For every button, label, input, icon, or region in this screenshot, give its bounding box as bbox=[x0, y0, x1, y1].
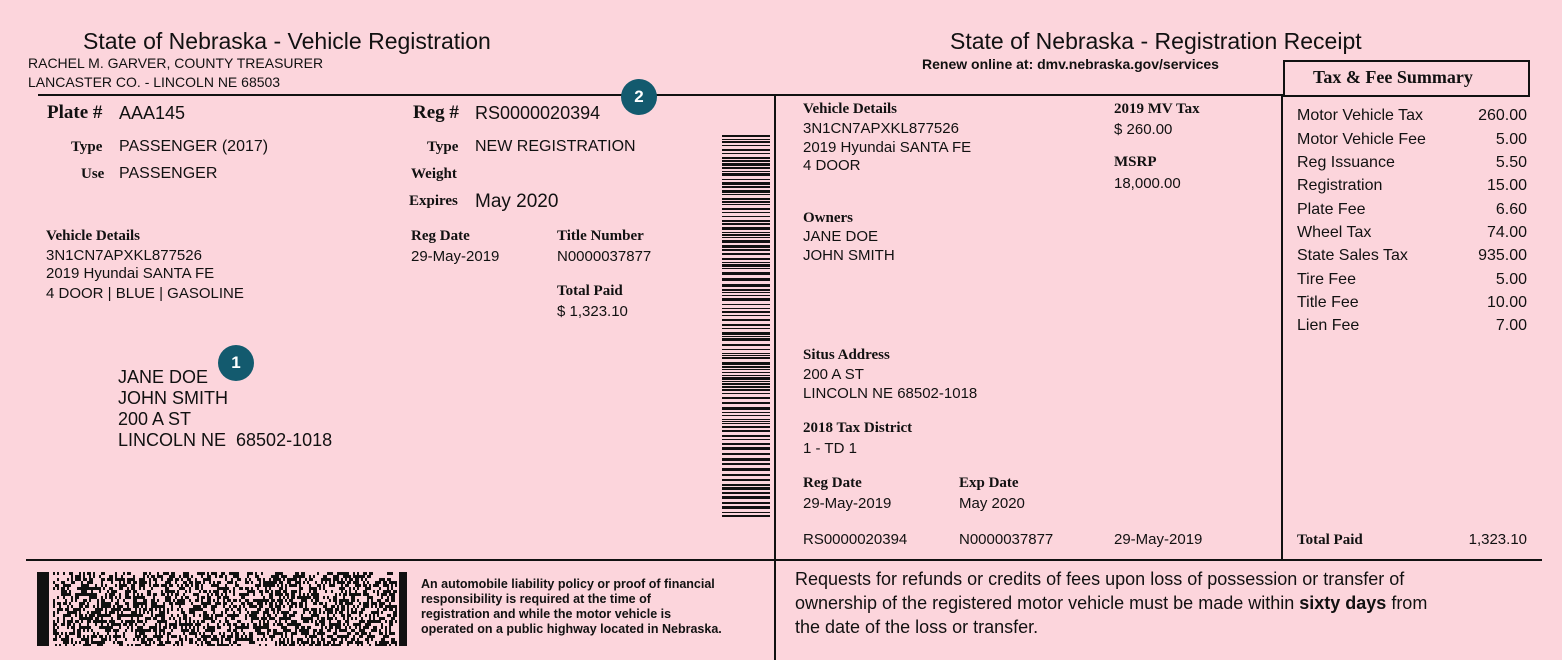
barcode-bar bbox=[722, 419, 770, 420]
reg-type-label: Type bbox=[427, 139, 459, 155]
barcode-bar bbox=[722, 344, 770, 346]
barcode-bar bbox=[722, 292, 770, 293]
barcode-bar bbox=[722, 439, 770, 440]
fee-amount: 7.00 bbox=[1495, 317, 1527, 334]
barcode-bar bbox=[722, 512, 770, 513]
reg-number-label: Reg # bbox=[413, 102, 459, 123]
barcode-bar bbox=[722, 135, 770, 137]
barcode-bar bbox=[722, 145, 770, 146]
receipt-date: 29-May-2019 bbox=[1114, 531, 1203, 548]
reg-date-label: Reg Date bbox=[411, 228, 470, 244]
fee-amount: 935.00 bbox=[1478, 247, 1527, 264]
barcode-bar bbox=[722, 484, 770, 486]
plate-label: Plate # bbox=[47, 102, 103, 123]
fee-label: Plate Fee bbox=[1297, 201, 1366, 218]
barcode-bar bbox=[722, 284, 770, 287]
barcode-bar bbox=[722, 149, 770, 151]
barcode-bar bbox=[722, 389, 770, 391]
vehicle-description: 4 DOOR | BLUE | GASOLINE bbox=[46, 285, 244, 302]
barcode-bar bbox=[722, 237, 770, 238]
barcode-bar bbox=[722, 232, 770, 233]
barcode-bar bbox=[722, 338, 770, 341]
barcode-bar bbox=[722, 160, 770, 162]
barcode-bar bbox=[722, 423, 770, 424]
summary-total-label: Total Paid bbox=[1297, 532, 1363, 548]
exp-date-value: May 2020 bbox=[959, 495, 1025, 512]
barcode-bar bbox=[722, 240, 770, 243]
tax-district-value: 1 - TD 1 bbox=[803, 440, 857, 457]
address-line: LINCOLN NE 68502-1018 bbox=[118, 430, 333, 450]
fee-label: Motor Vehicle Fee bbox=[1297, 131, 1426, 148]
barcode-bar bbox=[722, 393, 770, 394]
pdf417-barcode bbox=[37, 572, 407, 646]
receipt-reg-date-label: Reg Date bbox=[803, 475, 862, 491]
barcode-bar bbox=[722, 458, 770, 461]
barcode-bar bbox=[722, 298, 770, 301]
barcode-bar bbox=[722, 278, 770, 281]
barcode-bar bbox=[722, 220, 770, 222]
treasurer-office: LANCASTER CO. - LINCOLN NE 68503 bbox=[28, 74, 281, 90]
barcode-bar bbox=[722, 421, 770, 422]
renew-online-text: Renew online at: dmv.nebraska.gov/services bbox=[922, 56, 1219, 72]
summary-total-value: 1,323.10 bbox=[1468, 531, 1527, 548]
barcode-bar bbox=[722, 447, 770, 450]
reg-number-value: RS0000020394 bbox=[475, 103, 601, 123]
barcode-bar bbox=[722, 234, 770, 236]
type-value: PASSENGER (2017) bbox=[119, 138, 269, 155]
fee-amount: 5.50 bbox=[1495, 154, 1527, 171]
header-divider bbox=[38, 94, 1283, 96]
address-line: 200 A ST bbox=[118, 409, 192, 429]
mailing-address bbox=[118, 367, 332, 451]
title-number-value: N0000037877 bbox=[557, 248, 652, 265]
barcode-bar bbox=[722, 381, 770, 382]
liability-line: responsibility is required at the time of bbox=[421, 592, 651, 606]
barcode-bar bbox=[722, 308, 770, 309]
barcode-bar bbox=[722, 311, 770, 313]
mv-tax-label: 2019 MV Tax bbox=[1114, 101, 1200, 117]
barcode-bar bbox=[722, 157, 770, 159]
barcode-bar bbox=[722, 435, 770, 437]
refund-text: from bbox=[1386, 593, 1428, 613]
refund-line: Requests for refunds or credits of fees upon loss of possession or transfer of bbox=[795, 569, 1405, 589]
barcode-bar bbox=[722, 186, 770, 188]
barcode-bar bbox=[722, 227, 770, 230]
use-label: Use bbox=[81, 166, 105, 182]
fee-amount: 6.60 bbox=[1495, 201, 1527, 218]
barcode-bar bbox=[722, 190, 770, 193]
barcode-bar bbox=[722, 430, 770, 432]
refund-deadline: sixty days bbox=[1299, 593, 1387, 613]
barcode-bar bbox=[722, 262, 770, 263]
barcode-bar bbox=[722, 397, 770, 399]
barcode-bar bbox=[722, 182, 770, 185]
barcode-bar bbox=[722, 479, 770, 481]
reg-date-value: 29-May-2019 bbox=[411, 248, 500, 265]
barcode-bar bbox=[722, 502, 770, 504]
barcode-bar bbox=[722, 332, 770, 335]
barcode-bar bbox=[722, 515, 770, 517]
barcode-bar bbox=[722, 167, 770, 169]
barcode-bar bbox=[722, 492, 770, 494]
barcode-bar bbox=[722, 369, 770, 370]
barcode-bar bbox=[722, 383, 770, 385]
refund-text: ownership of the registered motor vehicle must be made within bbox=[795, 593, 1300, 613]
liability-notice bbox=[421, 577, 722, 637]
barcode-bar bbox=[722, 304, 770, 305]
barcode-bar bbox=[722, 375, 770, 376]
barcode-bar bbox=[722, 139, 770, 140]
address-line: JANE DOE bbox=[118, 367, 209, 387]
refund-line: the date of the loss or transfer. bbox=[795, 617, 1039, 637]
title-number-label: Title Number bbox=[557, 228, 644, 244]
vehicle-model: 2019 Hyundai SANTA FE bbox=[46, 265, 215, 282]
barcode-bar bbox=[722, 487, 770, 490]
barcode bbox=[722, 135, 770, 521]
center-divider bbox=[774, 95, 776, 660]
receipt-title-number: N0000037877 bbox=[959, 531, 1054, 548]
barcode-bar bbox=[722, 355, 770, 356]
fee-label: Title Fee bbox=[1297, 294, 1359, 311]
receipt-reg-number: RS0000020394 bbox=[803, 531, 908, 548]
liability-line: registration and while the motor vehicle is bbox=[421, 607, 672, 621]
barcode-bar bbox=[722, 319, 770, 321]
barcode-bar bbox=[722, 372, 770, 373]
summary-divider bbox=[1281, 95, 1283, 560]
barcode-bar bbox=[722, 336, 770, 337]
refund-notice bbox=[795, 567, 1427, 639]
barcode-bar bbox=[722, 386, 770, 388]
total-paid-value: $ 1,323.10 bbox=[557, 303, 628, 320]
barcode-bar bbox=[722, 208, 770, 210]
barcode-bar bbox=[722, 204, 770, 205]
liability-line: An automobile liability policy or proof of financial bbox=[421, 577, 715, 591]
owner-name: JANE DOE bbox=[803, 228, 879, 245]
fee-label: Lien Fee bbox=[1297, 317, 1360, 334]
barcode-bar bbox=[722, 245, 770, 248]
vehicle-details-label: Vehicle Details bbox=[46, 228, 141, 244]
fee-amount: 5.00 bbox=[1495, 271, 1527, 288]
barcode-bar bbox=[722, 258, 770, 260]
barcode-bar bbox=[722, 253, 770, 255]
receipt-model: 2019 Hyundai SANTA FE bbox=[803, 139, 972, 156]
plate-value: AAA145 bbox=[119, 103, 186, 123]
barcode-bar bbox=[722, 443, 770, 445]
msrp-label: MSRP bbox=[1114, 154, 1157, 170]
barcode-bar bbox=[722, 328, 770, 329]
barcode-bar bbox=[722, 357, 770, 359]
fee-amount: 74.00 bbox=[1486, 224, 1527, 241]
fee-label: Registration bbox=[1297, 177, 1383, 194]
barcode-bar bbox=[722, 426, 770, 428]
situs-address-label: Situs Address bbox=[803, 347, 890, 363]
barcode-bar bbox=[722, 407, 770, 410]
barcode-bar bbox=[722, 468, 770, 471]
address-line: JOHN SMITH bbox=[118, 388, 228, 408]
barcode-bar bbox=[722, 201, 770, 203]
footer-divider bbox=[26, 559, 1542, 561]
barcode-bar bbox=[722, 223, 770, 225]
situs-address-line: 200 A ST bbox=[803, 366, 864, 383]
receipt-vehicle-details-label: Vehicle Details bbox=[803, 101, 898, 117]
barcode-bar bbox=[722, 173, 770, 176]
fee-amount: 15.00 bbox=[1486, 177, 1527, 194]
barcode-bar bbox=[722, 179, 770, 180]
expires-label: Expires bbox=[409, 193, 458, 209]
barcode-bar bbox=[722, 474, 770, 476]
treasurer-name: RACHEL M. GARVER, COUNTY TREASURER bbox=[28, 55, 324, 71]
fee-label: Tire Fee bbox=[1297, 271, 1356, 288]
tax-district-label: 2018 Tax District bbox=[803, 420, 913, 436]
barcode-bar bbox=[722, 453, 770, 455]
barcode-bar bbox=[722, 216, 770, 217]
expires-value: May 2020 bbox=[475, 191, 559, 212]
vin: 3N1CN7APXKL877526 bbox=[46, 247, 202, 264]
use-value: PASSENGER bbox=[119, 165, 218, 182]
receipt-title: State of Nebraska - Registration Receipt bbox=[950, 28, 1362, 54]
barcode-bar bbox=[722, 212, 770, 213]
fee-label: Wheel Tax bbox=[1297, 224, 1372, 241]
msrp-value: 18,000.00 bbox=[1114, 175, 1181, 192]
callout-badge-2[interactable]: 2 bbox=[621, 79, 657, 115]
barcode-bar bbox=[722, 412, 770, 413]
barcode-bar bbox=[722, 362, 770, 365]
barcode-bar bbox=[722, 324, 770, 326]
refund-line bbox=[795, 591, 1427, 615]
pdf417-stop-pattern bbox=[399, 572, 407, 646]
barcode-bar bbox=[722, 289, 770, 291]
owner-name: JOHN SMITH bbox=[803, 247, 895, 264]
barcode-bar bbox=[722, 353, 770, 354]
fee-label: Reg Issuance bbox=[1297, 154, 1395, 171]
barcode-bar bbox=[722, 153, 770, 154]
reg-type-value: NEW REGISTRATION bbox=[475, 138, 636, 155]
barcode-bar bbox=[722, 415, 770, 416]
barcode-bar bbox=[722, 268, 770, 269]
receipt-reg-date-value: 29-May-2019 bbox=[803, 495, 892, 512]
barcode-bar bbox=[722, 272, 770, 275]
fee-label: State Sales Tax bbox=[1297, 247, 1408, 264]
barcode-bar bbox=[722, 249, 770, 251]
fee-amount: 260.00 bbox=[1478, 107, 1527, 124]
weight-label: Weight bbox=[411, 166, 457, 182]
situs-address-line: LINCOLN NE 68502-1018 bbox=[803, 385, 978, 402]
barcode-bar bbox=[722, 366, 770, 368]
total-paid-label: Total Paid bbox=[557, 283, 623, 299]
summary-title: Tax & Fee Summary bbox=[1313, 67, 1473, 87]
barcode-bar bbox=[722, 377, 770, 380]
registration-title: State of Nebraska - Vehicle Registration bbox=[83, 28, 491, 54]
owners-label: Owners bbox=[803, 210, 853, 226]
receipt-vin: 3N1CN7APXKL877526 bbox=[803, 120, 959, 137]
barcode-bar bbox=[722, 463, 770, 465]
receipt-doors: 4 DOOR bbox=[803, 157, 861, 174]
barcode-bar bbox=[722, 506, 770, 509]
barcode-bar bbox=[722, 198, 770, 200]
pdf417-start-pattern bbox=[37, 572, 49, 646]
barcode-bar bbox=[722, 295, 770, 296]
fee-label: Motor Vehicle Tax bbox=[1297, 107, 1423, 124]
barcode-bar bbox=[722, 349, 770, 350]
exp-date-label: Exp Date bbox=[959, 475, 1019, 491]
barcode-bar bbox=[722, 194, 770, 195]
barcode-bar bbox=[722, 141, 770, 143]
fee-amount: 5.00 bbox=[1495, 131, 1527, 148]
type-label: Type bbox=[71, 139, 103, 155]
liability-line: operated on a public highway located in Nebraska. bbox=[421, 622, 722, 636]
barcode-bar bbox=[722, 315, 770, 316]
barcode-bar bbox=[722, 171, 770, 172]
fee-amount: 10.00 bbox=[1486, 294, 1527, 311]
barcode-bar bbox=[722, 163, 770, 166]
barcode-bar bbox=[722, 496, 770, 499]
barcode-bar bbox=[722, 264, 770, 267]
callout-badge-1[interactable]: 1 bbox=[218, 345, 254, 381]
barcode-bar bbox=[722, 402, 770, 404]
mv-tax-value: $ 260.00 bbox=[1114, 121, 1173, 138]
